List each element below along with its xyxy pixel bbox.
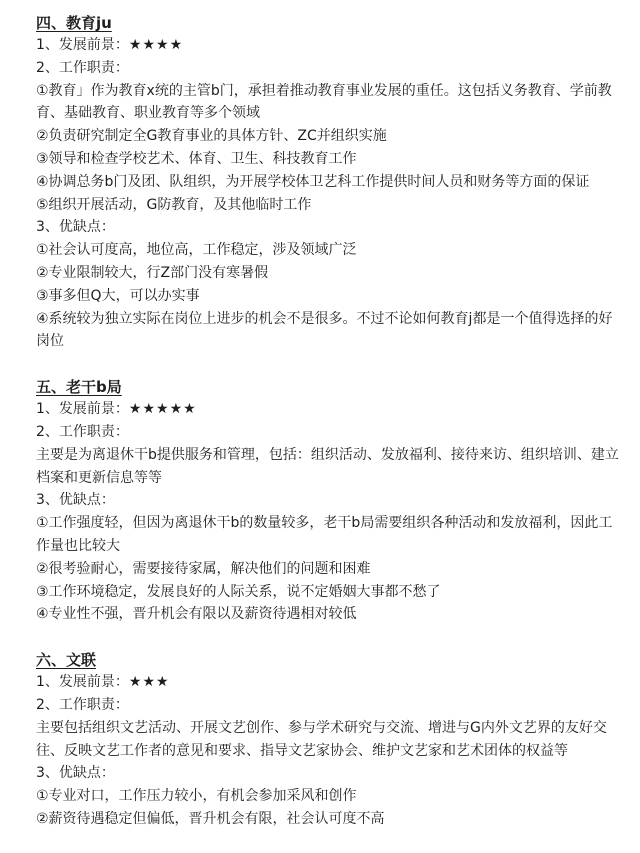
duty-label: 2、工作职责：: [36, 696, 129, 713]
pros-cons-item: ③事多但Q大，可以办实事: [36, 287, 200, 304]
section-spacer: [36, 353, 620, 376]
section-education-bureau: [36, 12, 620, 353]
duty-label: 2、工作职责：: [36, 423, 129, 440]
duty-item: ⑤组织开展活动，G防教育，及其他临时工作: [36, 196, 312, 213]
section-title: 六、文联: [36, 651, 97, 670]
prospect-row: [36, 671, 620, 694]
duty-item: ④协调总务b门及团、队组织，为开展学校体卫艺科工作提供时间人员和财务等方面的保证: [36, 173, 590, 190]
pros-cons-item: ②薪资待遇稳定但偏低，晋升机会有限，社会认可度不高: [36, 810, 385, 827]
pros-cons-item: ①专业对口，工作压力较小，有机会参加采风和创作: [36, 788, 357, 805]
star-rating: ★★★★: [128, 37, 184, 53]
prospect-row: [36, 398, 620, 421]
pros-cons-label: 3、优缺点：: [36, 765, 115, 782]
duty-item: ①教育」作为教育x统的主管b门，承担着推动教育事业发展的重任。这包括义务教育、学前教育、基础教育、职业教育等多个领域: [36, 82, 612, 122]
duty-item: 主要是为离退休干b提供服务和管理，包括：组织活动、发放福利、接待来访、组织培训、建立档案和更新信息等等: [36, 446, 619, 486]
star-rating: ★★★: [128, 674, 170, 691]
section-literary-federation: [36, 649, 620, 831]
prospect-row: [36, 34, 620, 57]
pros-cons-label: 3、优缺点：: [36, 219, 115, 236]
pros-cons-item: ②很考验耐心，需要接待家属，解决他们的问题和困难: [36, 560, 371, 577]
pros-cons-item: ①工作强度轻，但因为离退休干b的数量较多，老干b局需要组织各种活动和发放福利，因此工作量也比较大: [36, 515, 613, 554]
pros-cons-label: 3、优缺点：: [36, 492, 115, 509]
duty-item: ②负责研究制定全G教育事业的具体方针、ZC并组织实施: [36, 128, 387, 145]
section-title: 五、老干b局: [36, 378, 122, 397]
duty-label: 2、工作职责：: [36, 59, 129, 76]
pros-cons-item: ④系统较为独立实际在岗位上进步的机会不是很多。不过不论如何教育j都是一个值得选择的好岗位: [36, 310, 613, 350]
prospect-label: 1、发展前景：: [36, 401, 129, 418]
star-rating: ★★★★★: [128, 401, 197, 418]
section-veteran-cadre-bureau: [36, 376, 620, 626]
duty-item: 主要包括组织文艺活动、开展文艺创作、参与学术研究与交流、增进与G内外文艺界的友好交往、反映文艺工作者的意见和要求、指导文艺家协会、维护文艺家和艺术团体的权益等: [36, 719, 607, 759]
pros-cons-item: ③工作环境稳定，发展良好的人际关系，说不定婚姻大事都不愁了: [36, 583, 441, 600]
pros-cons-item: ①社会认可度高，地位高，工作稳定，涉及领域广泛: [36, 242, 357, 259]
section-title: 四、教育ju: [36, 14, 112, 32]
prospect-label: 1、发展前景：: [36, 674, 129, 691]
duty-item: ③领导和检查学校艺术、体育、卫生、科技教育工作: [36, 150, 357, 167]
pros-cons-item: ②专业限制较大，行Z部门没有寒暑假: [36, 264, 269, 281]
pros-cons-item: ④专业性不强，晋升机会有限以及薪资待遇相对较低: [36, 606, 357, 623]
prospect-label: 1、发展前景：: [36, 37, 129, 53]
section-spacer: [36, 626, 620, 649]
